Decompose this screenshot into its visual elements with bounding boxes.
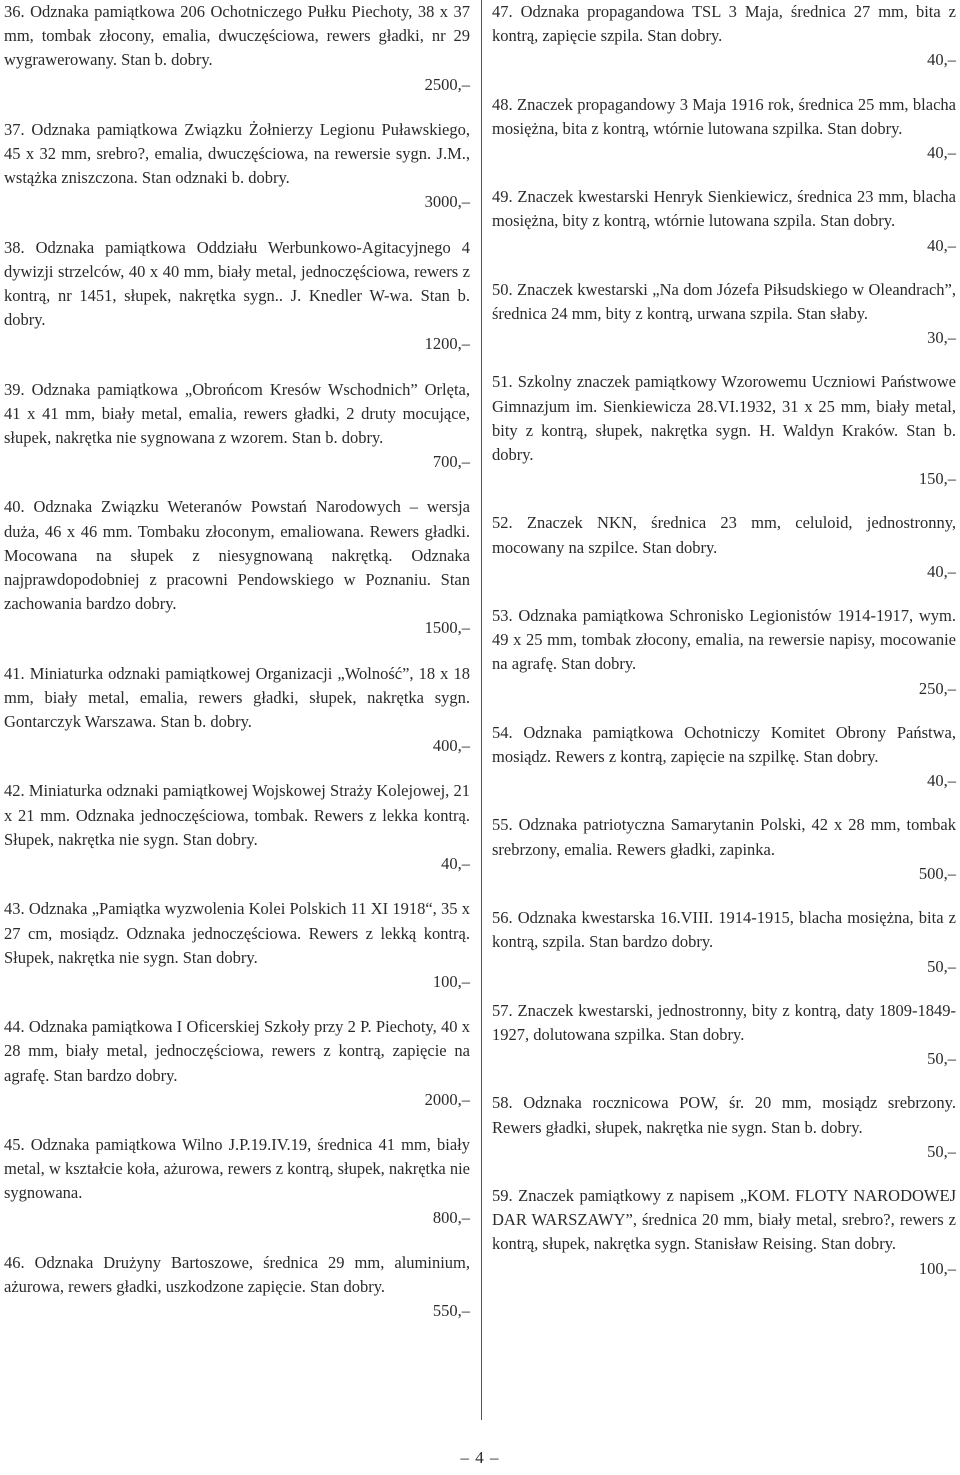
catalog-entry	[492, 604, 956, 701]
catalog-entry	[4, 1015, 470, 1112]
catalog-entry	[492, 813, 956, 886]
entry-price: 150,–	[918, 469, 956, 489]
entry-price: 800,–	[432, 1207, 470, 1227]
entry-description: 54. Odznaka pamiątkowa Ochotniczy Komitet Obrony Państwa, mosiądz. Rewers z kontrą, zapięcie na szpilkę. Stan dobry.	[492, 722, 956, 767]
entry-price: 50,–	[927, 956, 956, 976]
entry-description: 53. Odznaka pamiątkowa Schronisko Legionistów 1914-1917, wym. 49 x 25 mm, tombak złocony, emalia, na rewersie napisy, mocowanie na agrafę. Stan dobry.	[492, 606, 956, 674]
entry-price: 40,–	[927, 561, 956, 581]
entry-description: 46. Odznaka Drużyny Bartoszowe, średnica 29 mm, aluminium, ażurowa, rewers gładki, uszkodzone zapięcie. Stan dobry.	[4, 1252, 470, 1296]
entry-price: 40,–	[441, 854, 470, 874]
entry-price: 3000,–	[424, 192, 470, 212]
entry-description: 47. Odznaka propagandowa TSL 3 Maja, średnica 27 mm, bita z kontrą, zapięcie szpila. Stan dobry.	[492, 2, 956, 46]
entry-description: 37. Odznaka pamiątkowa Związku Żołnierzy Legionu Puławskiego, 45 x 32 mm, srebro?, emalia, dwuczęściowa, na rewersie sygn. J.M., wstążka zniszczona. Stan odznaki b. dobry.	[4, 119, 470, 188]
entry-description: 56. Odznaka kwestarska 16.VIII. 1914-1915, blacha mosiężna, bita z kontrą, szpila. Stan bardzo dobry.	[492, 908, 956, 952]
entry-description: 43. Odznaka „Pamiątka wyzwolenia Kolei Polskich 11 XI 1918“, 35 x 27 cm, mosiądz. Odznaka jednoczęściowa. Rewers z lekką kontrą. Słupek, nakrętka nie sygn. Stan dobry.	[4, 899, 470, 967]
entry-description: 59. Znaczek pamiątkowy z napisem „KOM. FLOTY NARODOWEJ DAR WARSZAWY”, średnica 20 mm, biały metal, srebro?, rewers z kontrą, słupek, nakrętka sygn. Stanisław Reising. Stan dobry.	[492, 1185, 956, 1254]
entry-price: 500,–	[918, 863, 956, 883]
catalog-entry	[4, 0, 470, 97]
entry-price: 700,–	[432, 452, 470, 472]
entry-price: 250,–	[918, 678, 956, 698]
entry-description: 40. Odznaka Związku Weteranów Powstań Narodowych – wersja duża, 46 x 46 mm. Tombaku złoconym, emaliowana. Rewers gładki. Mocowana na słupek z niesygnowaną nakrętką. Odznaka najprawdopodobniej z pracowni Pendowskiego w Poznaniu. Stan zachowania bardzo dobry.	[4, 497, 470, 614]
entry-price: 1500,–	[424, 618, 470, 638]
catalog-entry	[4, 236, 470, 357]
catalog-entry	[4, 495, 470, 640]
entry-price: 40,–	[927, 143, 956, 163]
entry-price: 400,–	[432, 736, 470, 756]
entry-price: 550,–	[432, 1301, 470, 1321]
catalog-entry	[492, 278, 956, 351]
entry-price: 40,–	[927, 50, 956, 70]
catalog-entry	[492, 1184, 956, 1281]
entry-description: 39. Odznaka pamiątkowa „Obrońcom Kresów Wschodnich” Orlęta, 41 x 41 mm, biały metal, emalia, rewers gładki, 2 druty mocujące, słupek, nakrętka nie sygnowana z wzorem. Stan b. dobry.	[4, 379, 470, 448]
entry-price: 40,–	[927, 235, 956, 255]
entry-price: 30,–	[927, 328, 956, 348]
catalog-entry	[4, 378, 470, 475]
entry-price: 100,–	[432, 971, 470, 991]
entry-description: 50. Znaczek kwestarski „Na dom Józefa Piłsudskiego w Oleandrach”, średnica 24 mm, bity z kontrą, urwana szpila. Stan słaby.	[492, 279, 956, 324]
catalog-entry	[4, 897, 470, 994]
left-column	[4, 0, 470, 1344]
entry-price: 100,–	[918, 1258, 956, 1278]
catalog-entry	[492, 511, 956, 584]
catalog-entry	[492, 93, 956, 166]
entry-price: 2000,–	[424, 1089, 470, 1109]
catalog-entry	[492, 721, 956, 794]
catalog-entry	[492, 0, 956, 73]
catalog-entry	[492, 1091, 956, 1164]
entry-description: 36. Odznaka pamiątkowa 206 Ochotniczego Pułku Piechoty, 38 x 37 mm, tombak złocony, emalia, dwuczęściowa, rewers gładki, nr 29 wygrawerowany. Stan b. dobry.	[4, 2, 470, 70]
entry-description: 42. Miniaturka odznaki pamiątkowej Wojskowej Straży Kolejowej, 21 x 21 mm. Odznaka jednoczęściowa, tombak. Rewers z lekka kontrą. Słupek, nakrętka nie sygn. Stan dobry.	[4, 781, 470, 849]
entry-description: 49. Znaczek kwestarski Henryk Sienkiewicz, średnica 23 mm, blacha mosiężna, bity z kontrą, wtórnie lutowana szpila. Stan dobry.	[492, 187, 956, 231]
right-column	[492, 0, 956, 1301]
catalog-entry	[492, 906, 956, 979]
entry-description: 44. Odznaka pamiątkowa I Oficerskiej Szkoły przy 2 P. Piechoty, 40 x 28 mm, biały metal, jednoczęściowa, rewers z kontrą, zapięcie na agrafę. Stan bardzo dobry.	[4, 1017, 470, 1085]
entry-description: 45. Odznaka pamiątkowa Wilno J.P.19.IV.19, średnica 41 mm, biały metal, w kształcie koła, ażurowa, rewers z kontrą, słupek, nakrętka nie sygnowana.	[4, 1134, 470, 1203]
catalog-entry	[4, 662, 470, 759]
entry-description: 55. Odznaka patriotyczna Samarytanin Polski, 42 x 28 mm, tombak srebrzony, emalia. Rewers gładki, zapinka.	[492, 815, 956, 859]
catalog-entry	[492, 370, 956, 491]
entry-description: 57. Znaczek kwestarski, jednostronny, bity z kontrą, daty 1809-1849-1927, dolutowana szpilka. Stan dobry.	[492, 1000, 956, 1044]
entry-description: 48. Znaczek propagandowy 3 Maja 1916 rok, średnica 25 mm, blacha mosiężna, bita z kontrą, wtórnie lutowana szpilka. Stan dobry.	[492, 94, 956, 138]
entry-description: 38. Odznaka pamiątkowa Oddziału Werbunkowo-Agitacyjnego 4 dywizji strzelców, 40 x 40 mm, biały metal, jednoczęściowa, rewers z kontrą, nr 1451, słupek, nakrętka sygn.. J. Knedler W-wa. Stan b. dobry.	[4, 237, 470, 330]
catalog-entry	[4, 1251, 470, 1324]
entry-price: 2500,–	[424, 74, 470, 94]
catalog-entry	[4, 118, 470, 215]
entry-price: 50,–	[927, 1049, 956, 1069]
page-number: – 4 –	[460, 1448, 500, 1467]
catalog-entry	[4, 1133, 470, 1230]
catalog-entry	[4, 779, 470, 876]
column-divider	[481, 0, 482, 1420]
entry-description: 58. Odznaka rocznicowa POW, śr. 20 mm, mosiądz srebrzony. Rewers gładki, słupek, nakrętka nie sygn. Stan b. dobry.	[492, 1093, 956, 1137]
catalog-entry	[492, 185, 956, 258]
catalog-entry	[492, 999, 956, 1072]
entry-description: 41. Miniaturka odznaki pamiątkowej Organizacji „Wolność”, 18 x 18 mm, biały metal, emalia, rewers gładki, słupek, nakrętka sygn. Gontarczyk Warszawa. Stan b. dobry.	[4, 663, 470, 732]
entry-description: 52. Znaczek NKN, średnica 23 mm, celuloid, jednostronny, mocowany na szpilce. Stan dobry.	[492, 513, 956, 557]
entry-price: 50,–	[927, 1141, 956, 1161]
entry-price: 1200,–	[424, 334, 470, 354]
entry-description: 51. Szkolny znaczek pamiątkowy Wzorowemu Uczniowi Państwowe Gimnazjum im. Sienkiewicza 28.VI.1932, 31 x 25 mm, biały metal, bity z kontrą, słupek, nakrętka sygn. H. Waldyn Kraków. Stan b. dobry.	[492, 372, 956, 465]
entry-price: 40,–	[927, 771, 956, 791]
